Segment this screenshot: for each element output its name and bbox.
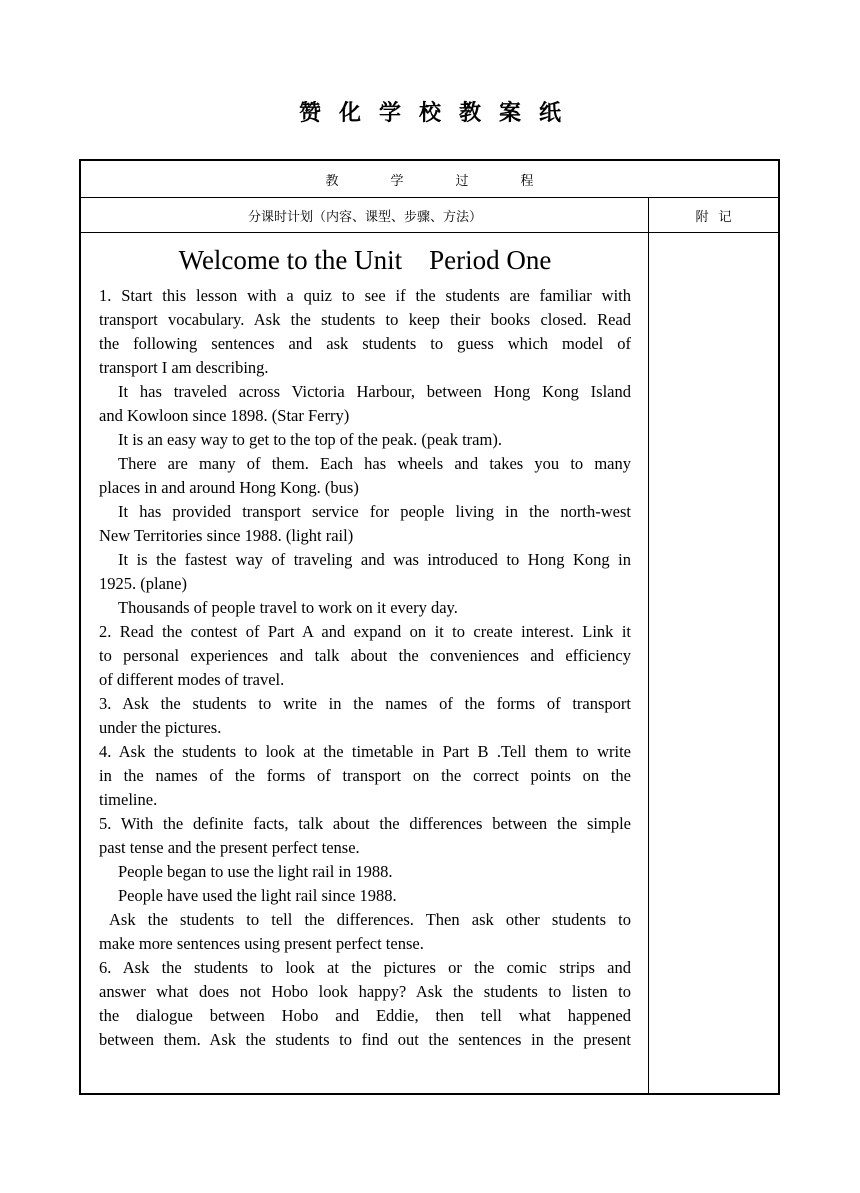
lesson-line: timeline. xyxy=(99,790,158,809)
lesson-line: There are many of them. Each has wheels and takes you to many xyxy=(118,454,631,473)
table-header-row xyxy=(81,161,778,198)
lesson-line: in the names of the forms of transport on the correct points on the xyxy=(99,766,631,785)
lesson-line: It is the fastest way of traveling and was introduced to Hong Kong in xyxy=(118,550,631,569)
lesson-line: 5. With the definite facts, talk about the differences between the simple xyxy=(99,814,631,833)
lesson-line: New Territories since 1988. (light rail) xyxy=(99,526,354,545)
lesson-line: 6. Ask the students to look at the pictures or the comic strips and xyxy=(99,958,631,977)
lesson-line: transport I am describing. xyxy=(99,358,269,377)
lesson-line: It is an easy way to get to the top of the peak. (peak tram). xyxy=(118,430,502,449)
header-char: 学 xyxy=(390,173,404,189)
lesson-line: Ask the students to tell the differences. Then ask other students to xyxy=(109,910,631,929)
lesson-line: under the pictures. xyxy=(99,718,222,737)
lesson-line: the following sentences and ask students to guess which model of xyxy=(99,334,631,353)
lesson-line: 1. Start this lesson with a quiz to see if the students are familiar with xyxy=(99,286,631,305)
header-char: 过 xyxy=(455,173,469,189)
table-subheader-row xyxy=(81,198,778,233)
plan-column-header: 分课时计划（内容、课型、步骤、方法） xyxy=(247,209,482,225)
lesson-line: between them. Ask the students to find out the sentences in the present xyxy=(99,1030,631,1049)
column-divider xyxy=(648,198,649,1093)
lesson-line: of different modes of travel. xyxy=(99,670,285,689)
lesson-line: make more sentences using present perfect tense. xyxy=(99,934,424,953)
lesson-line: People began to use the light rail in 1988. xyxy=(118,862,393,881)
lesson-line: past tense and the present perfect tense. xyxy=(99,838,360,857)
notes-column-header: 附记 xyxy=(695,209,742,225)
lesson-line: the dialogue between Hobo and Eddie, then tell what happened xyxy=(99,1006,631,1025)
lesson-line: and Kowloon since 1898. (Star Ferry) xyxy=(99,406,350,425)
lesson-line: answer what does not Hobo look happy? Ask the students to listen to xyxy=(99,982,631,1001)
lesson-line: 3. Ask the students to write in the names of the forms of transport xyxy=(99,694,631,713)
header-char: 教 xyxy=(325,173,339,189)
lesson-line: to personal experiences and talk about the conveniences and efficiency xyxy=(99,646,631,665)
lesson-line: 2. Read the contest of Part A and expand on it to create interest. Link it xyxy=(99,622,631,641)
lesson-line: It has provided transport service for people living in the north-west xyxy=(118,502,631,521)
lesson-line: Thousands of people travel to work on it every day. xyxy=(118,598,458,617)
lesson-line: People have used the light rail since 1988. xyxy=(118,886,397,905)
lesson-line: transport vocabulary. Ask the students to keep their books closed. Read xyxy=(99,310,631,329)
lesson-content xyxy=(99,243,631,1052)
lesson-line: 1925. (plane) xyxy=(99,574,187,593)
header-char: 程 xyxy=(520,173,534,189)
lesson-line: places in and around Hong Kong. (bus) xyxy=(99,478,359,497)
lesson-line: 4. Ask the students to look at the timetable in Part B .Tell them to write xyxy=(99,742,631,761)
lesson-plan-table xyxy=(79,159,780,1095)
lesson-heading: Welcome to the Unit Period One xyxy=(178,245,552,275)
document-title: 赞化学校教案纸 xyxy=(298,101,579,126)
lesson-line: It has traveled across Victoria Harbour, between Hong Kong Island xyxy=(118,382,631,401)
